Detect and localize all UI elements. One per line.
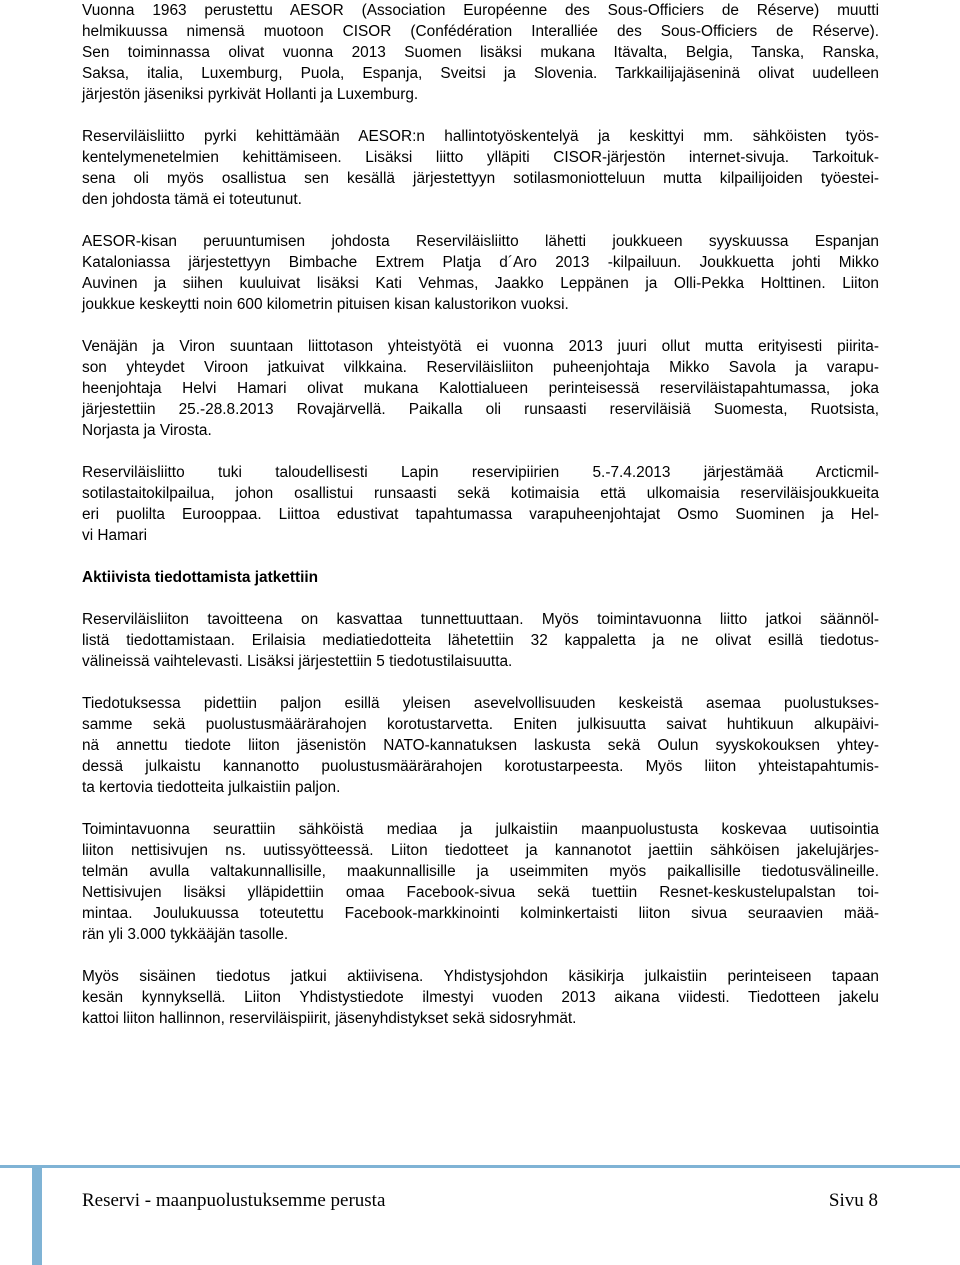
text-line: listä tiedottamistaan. Erilaisia mediatiedotteita lähetettiin 32 kappaletta ja ne olivat esillä tiedotus- [82,632,879,649]
spacer [82,441,879,462]
text-line: helmikuussa nimensä muotoon CISOR (Confédération Interalliée des Sous-Officiers de Réserve). [82,23,879,40]
spacer [82,210,879,231]
paragraph [82,966,879,1029]
text-line: samme sekä puolustusmäärärahojen korotustarvetta. Eniten julkisuutta saivat huhtikuun alkupäivi- [82,716,879,733]
text-line: Reserviläisliitto tuki taloudellisesti Lapin reservipiirien 5.-7.4.2013 järjestämää Arcticmil- [82,464,879,481]
section-heading: Aktiivista tiedottamista jatkettiin [82,569,319,586]
page-number: Sivu 8 [828,1190,878,1211]
paragraph [82,819,879,945]
text-line: Reserviläisliitto pyrki kehittämään AESOR:n hallintotyöskentelyä ja keskittyi mm. sähköisten työs- [82,128,879,145]
text-line: Auvinen ja siihen kuuluivat lisäksi Kati Vehmas, Jaakko Leppänen ja Olli-Pekka Holttinen. Liiton [82,275,879,292]
text-line: Tiedotuksessa pidettiin paljon esillä yleisen asevelvollisuuden keskeistä asemaa puolustukses- [82,695,879,712]
text-line: son yhteydet Viroon jatkuivat vilkkaina. Reserviläisliiton puheenjohtaja Mikko Savola ja varapu- [82,359,879,376]
text-line: eri puolilta Eurooppaa. Liittoa edustivat tapahtumassa varapuheenjohtajat Osmo Suominen ja Hel- [82,506,879,523]
text-line: heenjohtaja Helvi Hamari olivat mukana Kalottialueen perinteisessä reserviläistapahtumassa, joka [82,380,879,397]
spacer [82,672,879,693]
text-line: ta kertovia tiedotteita julkaistiin paljon. [82,779,341,796]
text-line: den johdosta tämä ei toteutunut. [82,191,302,208]
text-line: Venäjän ja Viron suuntaan liittotason yhteistyötä ei vuonna 2013 juuri ollut mutta erityisesti piirita- [82,338,879,355]
text-line: Reserviläisliiton tavoitteena on kasvattaa tunnettuuttaan. Myös toimintavuonna liitto jatkoi säännöl- [82,611,879,628]
spacer [82,945,879,966]
paragraph [82,126,879,210]
text-line: liiton nettisivujen ns. uutissyötteessä. Liiton tiedotteet ja kannanotot jaettiin sähköisen jakelujärjes- [82,842,879,859]
page-content [82,0,879,1029]
text-line: Toimintavuonna seurattiin sähköistä mediaa ja julkaistiin maanpuolustusta koskevaa uutisointia [82,821,879,838]
spacer [82,798,879,819]
text-line: Sen toiminnassa olivat vuonna 2013 Suomen lisäksi mukana Itävalta, Belgia, Tanska, Ranska, [82,44,879,61]
spacer [82,546,879,567]
text-line: Myös sisäinen tiedotus jatkui aktiivisena. Yhdistysjohdon käsikirja julkaistiin perinteiseen tapaan [82,968,879,985]
text-line: järjestettiin 25.-28.8.2013 Rovajärvellä. Paikalla oli runsaasti reserviläisiä Suomesta, Ruotsista, [82,401,879,418]
text-line: vi Hamari [82,527,147,544]
text-line: välineissä vaihtelevasti. Lisäksi järjestettiin 5 tiedotustilaisuutta. [82,653,513,670]
footer-title: Reservi - maanpuolustuksemme perusta [82,1190,386,1211]
text-line: nä annettu tiedote liiton jäsenistön NATO-kannatuksen laskusta sekä Oulun syyskokouksen yhtey- [82,737,879,754]
text-line: Norjasta ja Virosta. [82,422,212,439]
spacer [82,315,879,336]
paragraph [82,462,879,546]
paragraph [82,609,879,672]
text-line: sotilastaitokilpailua, johon osallistui runsaasti sekä kotimaisia että ulkomaisia reserviläisjoukkueita [82,485,879,502]
paragraph [82,231,879,315]
text-line: mintaa. Joulukuussa toteutettu Facebook-markkinointi kolminkertaisti liiton sivua seuraavien mää- [82,905,879,922]
footer-side-bar [32,1168,42,1265]
text-line: kentelymenetelmien kehittämiseen. Lisäksi liitto ylläpiti CISOR-järjestön internet-sivuja. Tarkoituk- [82,149,879,166]
section-international [82,0,879,546]
text-line: järjestön jäseniksi pyrkivät Hollanti ja Luxemburg. [82,86,419,103]
paragraph [82,693,879,798]
text-line: Saksa, italia, Luxemburg, Puola, Espanja, Sveitsi ja Slovenia. Tarkkailijajäseninä olivat uudelleen [82,65,879,82]
text-line: joukkue keskeytti noin 600 kilometrin pituisen kisan kalustorikon vuoksi. [82,296,569,313]
footer-rule [0,1165,960,1168]
text-line: Nettisivujen lisäksi ylläpidettiin omaa Facebook-sivua sekä tuettiin Resnet-keskustelupalstan toi- [82,884,879,901]
paragraph [82,336,879,441]
text-line: dessä julkaistu kannanotto puolustusmäärärahojen korotustarpeesta. Myös liiton yhteistapahtumis- [82,758,879,775]
text-line: kesän kynnyksellä. Liiton Yhdistystiedote ilmestyi vuoden 2013 aikana viidesti. Tiedotteen jakelu [82,989,879,1006]
section-communications [82,609,879,1029]
paragraph [82,0,879,105]
text-line: kattoi liiton hallinnon, reserviläispiirit, jäsenyhdistykset sekä sidosryhmät. [82,1010,577,1027]
text-line: Vuonna 1963 perustettu AESOR (Association Européenne des Sous-Officiers de Réserve) muutti [82,2,879,19]
spacer [82,588,879,609]
text-line: Kataloniassa järjestettyyn Bimbache Extrem Platja d´Aro 2013 -kilpailuun. Joukkuetta johti Mikko [82,254,879,271]
text-line: sena oli myös osallistua sen kesällä järjestettyyn sotilasmoniotteluun mutta kilpailijoiden työestei- [82,170,879,187]
text-line: telmän avulla valtakunnallisille, maakunnallisille ja useimmiten myös paikallisille tiedotusvälineille. [82,863,879,880]
spacer [82,105,879,126]
text-line: AESOR-kisan peruuntumisen johdosta Reserviläisliitto lähetti joukkueen syyskuussa Espanjan [82,233,879,250]
text-line: rän yli 3.000 tykkääjän tasolle. [82,926,289,943]
